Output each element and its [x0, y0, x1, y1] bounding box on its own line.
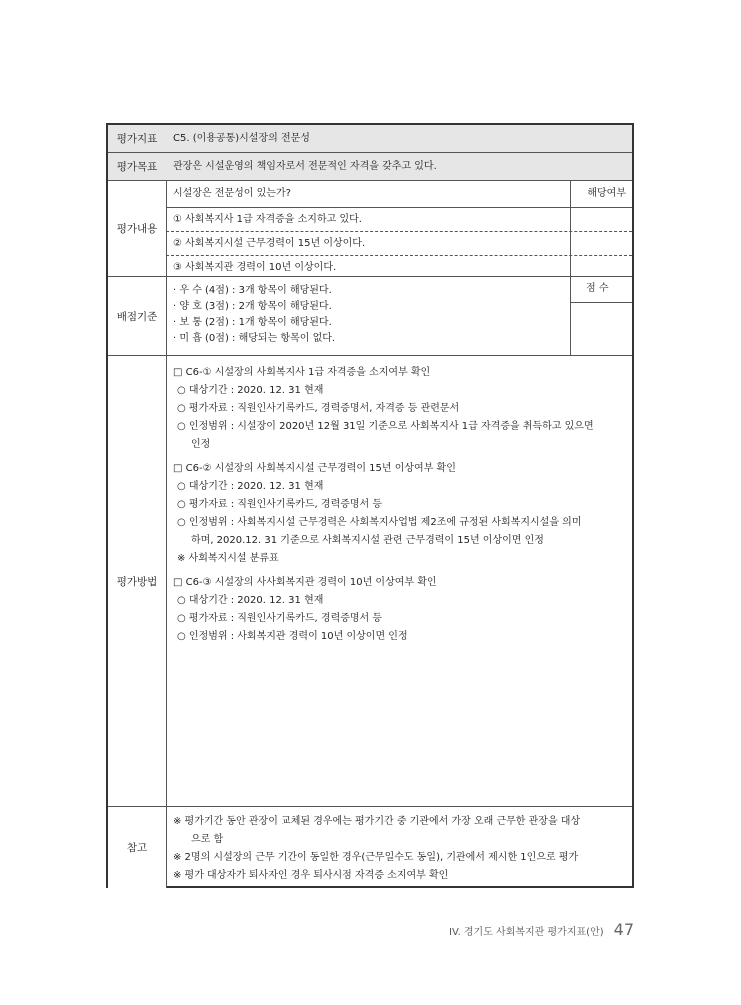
content-item-3: ③ 사회복지관 경력이 10년 이상이다. — [173, 262, 337, 273]
goal-label: 평가목표 — [108, 153, 167, 180]
method-line: □ C6-③ 시설장의 사사회복지관 경력이 10년 이상여부 확인 — [173, 577, 437, 588]
score-header: 점 수 — [586, 283, 609, 294]
method-line: ○ 평가자료 : 직원인사기록카드, 경력증명서 등 — [177, 613, 383, 624]
content-row — [108, 181, 632, 276]
applicable-header: 해당여부 — [587, 188, 626, 199]
method-line: □ C6-① 시설장의 사회복지사 1급 자격증을 소지여부 확인 — [173, 367, 431, 378]
indicator-label: 평가지표 — [108, 125, 167, 152]
method-line: ○ 대상기간 : 2020. 12. 31 현재 — [177, 481, 324, 492]
method-line: ○ 대상기간 : 2020. 12. 31 현재 — [177, 385, 324, 396]
content-question: 시설장은 전문성이 있는가? — [173, 188, 291, 199]
goal-row — [108, 153, 632, 180]
method-line: ○ 대상기간 : 2020. 12. 31 현재 — [177, 595, 324, 606]
note-line: ※ 평가 대상자가 퇴사자인 경우 퇴사시점 자격증 소지여부 확인 — [173, 870, 449, 881]
method-label: 평가방법 — [108, 356, 167, 806]
method-line: ○ 인정범위 : 사회복지관 경력이 10년 이상이면 인정 — [177, 631, 408, 642]
content-label: 평가내용 — [108, 181, 167, 276]
indicator-value: C5. (이용공통)시설장의 전문성 — [173, 133, 310, 144]
page-number: 47 — [613, 920, 634, 939]
evaluation-table — [106, 123, 634, 888]
method-line: ○ 인정범위 : 시설장이 2020년 12월 31일 기준으로 사회복지사 1급 자격증을 취득하고 있으면 — [177, 421, 594, 432]
method-line: □ C6-② 시설장의 사회복지시설 근무경력이 15년 이상여부 확인 — [173, 463, 456, 474]
indicator-row — [108, 125, 632, 152]
scoring-item-4: · 미 흡 (0점) : 해당되는 항목이 없다. — [173, 333, 336, 344]
method-line: ○ 평가자료 : 직원인사기록카드, 경력증명서, 자격증 등 관련문서 — [177, 403, 460, 414]
note-line: ※ 2명의 시설장의 근무 기간이 동일한 경우(근무일수도 동일), 기관에서 제시한 1인으로 평가 — [173, 852, 579, 863]
scoring-row — [108, 277, 632, 355]
footer-text: IV. 경기도 사회복지관 평가지표(안) — [449, 927, 604, 938]
content-item-2: ② 사회복지시설 근무경력이 15년 이상이다. — [173, 238, 366, 249]
note-line: 으로 함 — [191, 834, 224, 845]
method-line: ※ 사회복지시설 분류표 — [177, 553, 279, 564]
scoring-item-2: · 양 호 (3점) : 2개 항목이 해당된다. — [173, 301, 332, 312]
scoring-label: 배점기준 — [108, 277, 167, 355]
content-item-1: ① 사회복지사 1급 자격증을 소지하고 있다. — [173, 214, 362, 225]
method-line: 인정 — [191, 439, 211, 450]
note-label: 참고 — [108, 807, 167, 888]
method-line: ○ 평가자료 : 직원인사기록카드, 경력증명서 등 — [177, 499, 383, 510]
note-line: ※ 평가기간 동안 관장이 교체된 경우에는 평가기간 중 기관에서 가장 오래 근무한 관장을 대상 — [173, 816, 581, 827]
scoring-item-3: · 보 통 (2점) : 1개 항목이 해당된다. — [173, 317, 332, 328]
method-line: 하며, 2020.12. 31 기준으로 사회복지시설 관련 근무경력이 15년 이상이면 인정 — [191, 535, 544, 546]
method-line: ○ 인정범위 : 사회복지시설 근무경력은 사회복지사업법 제2조에 규정된 사회복지시설을 의미 — [177, 517, 582, 528]
page-footer — [449, 920, 634, 939]
note-row — [108, 807, 632, 888]
goal-value: 관장은 시설운영의 책임자로서 전문적인 자격을 갖추고 있다. — [173, 161, 437, 172]
method-row — [108, 356, 632, 806]
scoring-item-1: · 우 수 (4점) : 3개 항목이 해당된다. — [173, 285, 332, 296]
